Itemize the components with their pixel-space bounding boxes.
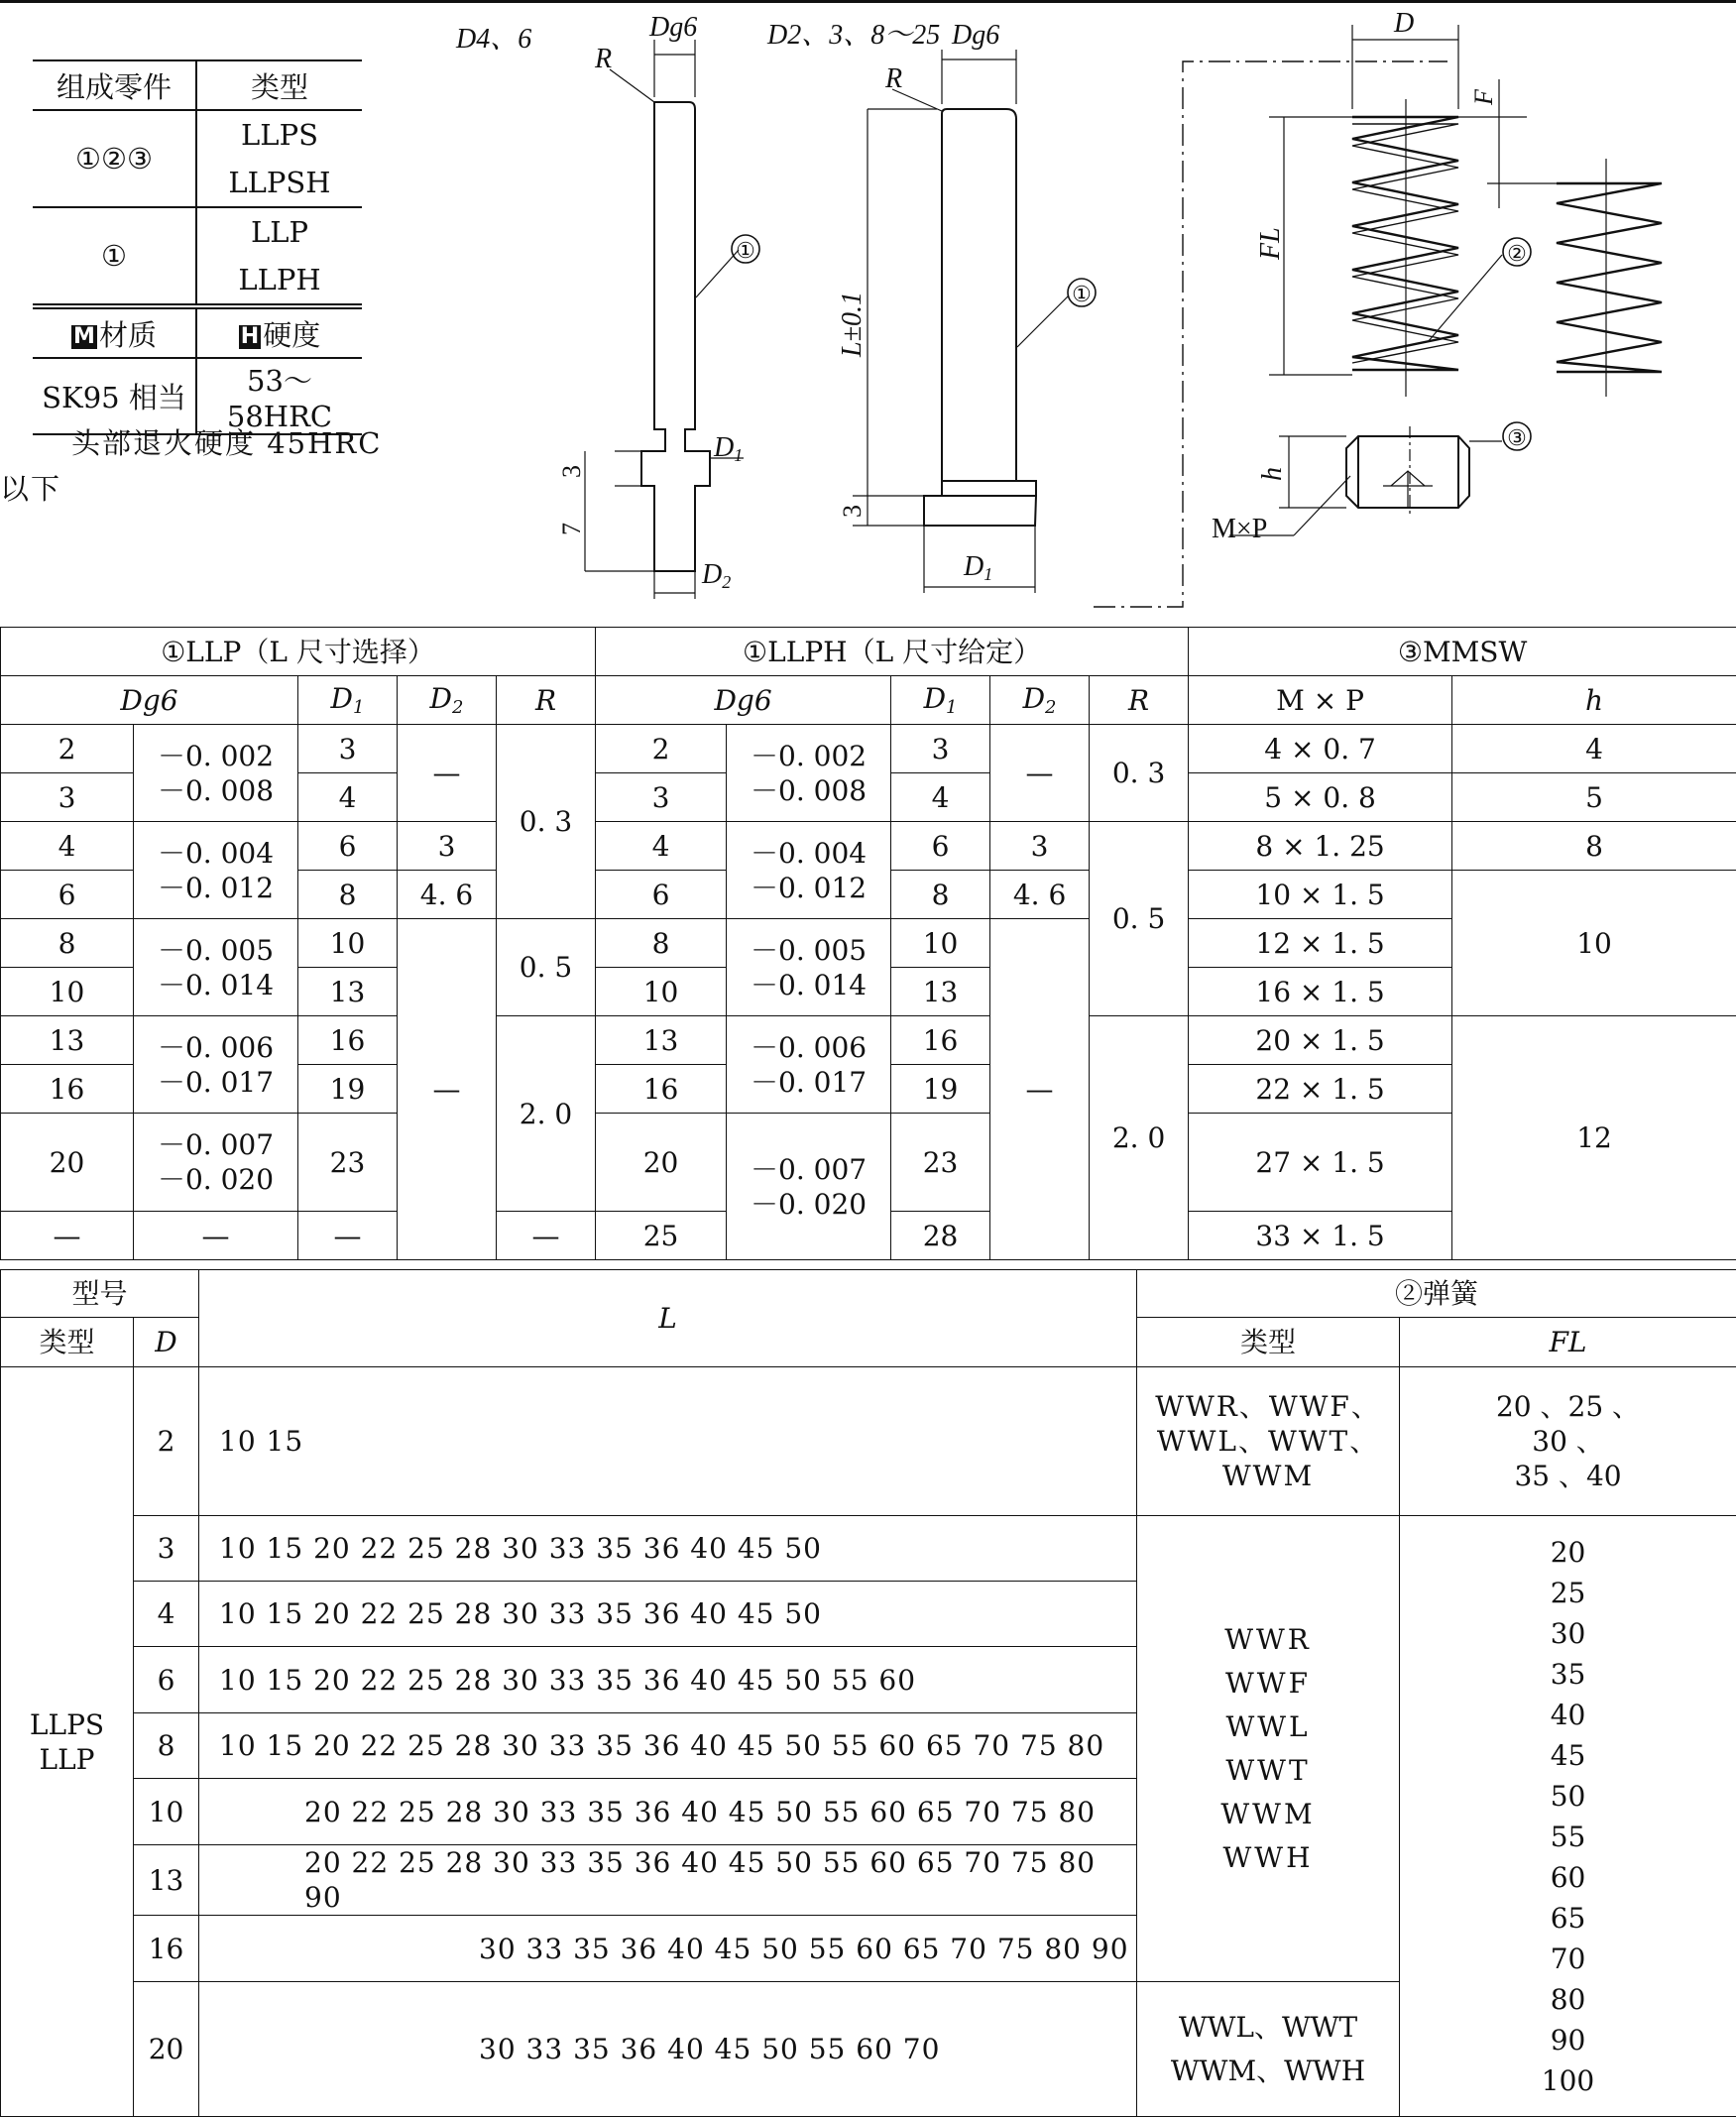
llp-d2: 4. 6	[398, 871, 497, 919]
spring-f-label: F	[1469, 89, 1498, 105]
llph-d: 3	[596, 773, 727, 822]
llph-d2: 4. 6	[990, 871, 1090, 919]
l-values: 30 33 35 36 40 45 50 55 60 70	[199, 1982, 1137, 2117]
left-d2-label: D2	[702, 559, 732, 592]
llp-d: 20	[1, 1114, 134, 1212]
l-values: 10 15 20 22 25 28 30 33 35 36 40 45 50	[199, 1516, 1137, 1582]
mmsw-mp: 16 × 1. 5	[1189, 968, 1452, 1016]
header-type: 类型	[1, 1318, 134, 1367]
mmsw-mp: 33 × 1. 5	[1189, 1212, 1452, 1260]
llp-r-dash: —	[497, 1212, 596, 1260]
mmsw-col-mp: M × P	[1189, 676, 1452, 725]
section-mmsw: ③MMSW	[1189, 628, 1736, 676]
spring-d-label: D	[1394, 8, 1415, 39]
technical-drawing	[0, 0, 1736, 627]
llp-d1-dash: —	[298, 1212, 398, 1260]
mmsw-mp: 5 × 0. 8	[1189, 773, 1452, 822]
l-values: 10 15 20 22 25 28 30 33 35 36 40 45 50	[199, 1582, 1137, 1647]
llp-d: 2	[1, 725, 134, 773]
llph-col-d2: D2	[990, 676, 1090, 725]
llp-d2-dash: —	[398, 725, 497, 822]
mmsw-mp: 12 × 1. 5	[1189, 919, 1452, 968]
mmsw-h: 8	[1452, 822, 1736, 871]
comp-type-llp: LLP	[196, 207, 362, 256]
mmsw-h: 10	[1452, 871, 1736, 1016]
llph-col-d1: D1	[891, 676, 990, 725]
llp-d: 13	[1, 1016, 134, 1065]
llph-tolerance: －0. 006 －0. 017	[727, 1016, 891, 1114]
callout-1-left: ①	[736, 238, 755, 263]
header-model: 型号	[1, 1270, 199, 1318]
comp-header-type: 类型	[196, 60, 362, 110]
llph-d: 10	[596, 968, 727, 1016]
llph-d1: 4	[891, 773, 990, 822]
spring-types: WWR、WWF、 WWL、WWT、 WWM	[1137, 1367, 1400, 1516]
llph-d1: 23	[891, 1114, 990, 1212]
llp-d2: 3	[398, 822, 497, 871]
llph-tolerance: －0. 007 －0. 020	[727, 1114, 891, 1260]
l-values: 20 22 25 28 30 33 35 36 40 45 50 55 60 65 70 75 80	[199, 1779, 1137, 1845]
length-label: L±0.1	[837, 292, 868, 357]
llp-d: 16	[1, 1065, 134, 1114]
llph-d1: 28	[891, 1212, 990, 1260]
spring-types: WWR WWF WWL WWT WWM WWH	[1137, 1516, 1400, 1982]
llp-d1: 6	[298, 822, 398, 871]
llp-d1: 4	[298, 773, 398, 822]
llph-d: 4	[596, 822, 727, 871]
llp-d: 8	[1, 919, 134, 968]
llph-d1: 13	[891, 968, 990, 1016]
plug-h-label: h	[1257, 467, 1288, 481]
llph-d2-dash: —	[990, 725, 1090, 822]
thread-label: M×P	[1212, 514, 1268, 544]
model-type: LLPS LLP	[1, 1367, 134, 2117]
llph-d: 8	[596, 919, 727, 968]
llp-tolerance-dash: —	[134, 1212, 298, 1260]
material-value: SK95 相当	[33, 358, 196, 434]
mmsw-col-h: h	[1452, 676, 1736, 725]
llp-col-d1: D1	[298, 676, 398, 725]
llph-d1: 16	[891, 1016, 990, 1065]
dash-bracket	[1094, 61, 1447, 607]
model-d: 13	[134, 1845, 199, 1916]
hardness-label: 硬度	[263, 317, 321, 352]
comp-part-123: ①②③	[33, 110, 196, 207]
dim-7-left: 7	[557, 523, 586, 535]
left-d1-label: D1	[714, 432, 744, 465]
llp-r: 2. 0	[497, 1016, 596, 1212]
llph-d1: 6	[891, 822, 990, 871]
llp-col-d2: D2	[398, 676, 497, 725]
header-spring-type: 类型	[1137, 1318, 1400, 1367]
llp-tolerance: －0. 005 －0. 014	[134, 919, 298, 1016]
spring-types: WWL、WWT WWM、WWH	[1137, 1982, 1400, 2117]
llp-col-r: R	[497, 676, 596, 725]
mmsw-mp: 8 × 1. 25	[1189, 822, 1452, 871]
hardness-badge: H	[240, 323, 260, 349]
l-values: 20 22 25 28 30 33 35 36 40 45 50 55 60 65 70 75 80 90	[199, 1845, 1137, 1916]
right-d1-label: D1	[964, 551, 993, 584]
llp-d: 10	[1, 968, 134, 1016]
llp-r: 0. 3	[497, 725, 596, 919]
mmsw-h: 4	[1452, 725, 1736, 773]
spring-drawing	[1269, 25, 1662, 397]
dim-3-left: 3	[557, 465, 586, 478]
llph-d1: 8	[891, 871, 990, 919]
model-d: 10	[134, 1779, 199, 1845]
mmsw-mp: 22 × 1. 5	[1189, 1065, 1452, 1114]
llph-r: 2. 0	[1090, 1016, 1189, 1260]
llph-tolerance: －0. 004 －0. 012	[727, 822, 891, 919]
llp-d: 6	[1, 871, 134, 919]
llph-d: 6	[596, 871, 727, 919]
dim-3-right: 3	[838, 505, 867, 518]
spec-table	[0, 627, 1736, 1260]
comp-type-llpsh: LLPSH	[196, 159, 362, 207]
llp-d: 4	[1, 822, 134, 871]
llp-d1: 23	[298, 1114, 398, 1212]
llp-d-dash: —	[1, 1212, 134, 1260]
llp-d1: 3	[298, 725, 398, 773]
llph-d1: 19	[891, 1065, 990, 1114]
llp-d1: 8	[298, 871, 398, 919]
right-part-label: D2、3、8～25	[767, 20, 941, 51]
llp-d1: 19	[298, 1065, 398, 1114]
mmsw-h: 12	[1452, 1016, 1736, 1260]
llp-d: 3	[1, 773, 134, 822]
annealing-note: 头部退火硬度 45HRC 以下	[0, 426, 383, 506]
comp-type-llph: LLPH	[196, 256, 362, 306]
llph-tolerance: －0. 005 －0. 014	[727, 919, 891, 1016]
pin-d2-3-8-25-drawing	[853, 50, 1096, 593]
llph-d1: 3	[891, 725, 990, 773]
l-values: 30 33 35 36 40 45 50 55 60 65 70 75 80 90	[199, 1916, 1137, 1982]
material-label: 材质	[98, 317, 157, 352]
l-values: 10 15 20 22 25 28 30 33 35 36 40 45 50 55 60	[199, 1647, 1137, 1713]
mmsw-mp: 10 × 1. 5	[1189, 871, 1452, 919]
llp-col-dg6: Dg6	[1, 676, 298, 725]
llph-d: 2	[596, 725, 727, 773]
llp-r: 0. 5	[497, 919, 596, 1016]
mmsw-mp: 27 × 1. 5	[1189, 1114, 1452, 1212]
llph-tolerance: －0. 002 －0. 008	[727, 725, 891, 822]
llph-col-dg6: Dg6	[596, 676, 891, 725]
model-d: 6	[134, 1647, 199, 1713]
llp-d1: 10	[298, 919, 398, 968]
header-l: L	[199, 1270, 1137, 1367]
material-badge: M	[73, 323, 95, 349]
llp-tolerance: －0. 007 －0. 020	[134, 1114, 298, 1212]
model-d: 3	[134, 1516, 199, 1582]
callout-1-right: ①	[1072, 282, 1092, 306]
header-spring: ②弹簧	[1137, 1270, 1736, 1318]
fl-values: 20 、25 、 30 、 35 、40	[1400, 1367, 1736, 1516]
model-d: 4	[134, 1582, 199, 1647]
section-llp: ①LLP（L 尺寸选择）	[1, 628, 596, 676]
model-d: 2	[134, 1367, 199, 1516]
llph-col-r: R	[1090, 676, 1189, 725]
llph-d2: 3	[990, 822, 1090, 871]
l-values: 10 15 20 22 25 28 30 33 35 36 40 45 50 55 60 65 70 75 80	[199, 1713, 1137, 1779]
mmsw-mp: 20 × 1. 5	[1189, 1016, 1452, 1065]
mmsw-h: 5	[1452, 773, 1736, 822]
llph-d1: 10	[891, 919, 990, 968]
l-values: 10 15	[199, 1367, 1137, 1516]
llph-d2-dash: —	[990, 919, 1090, 1260]
model-d: 8	[134, 1713, 199, 1779]
fl-values: 20 25 30 35 40 45 50 55 60 65 70 80 90 100	[1400, 1516, 1736, 2117]
llp-d2-dash: —	[398, 919, 497, 1260]
comp-part-1: ①	[33, 207, 196, 306]
mmsw-mp: 4 × 0. 7	[1189, 725, 1452, 773]
header-fl: FL	[1400, 1318, 1736, 1367]
left-r-label: R	[595, 44, 613, 74]
comp-type-llps: LLPS	[196, 110, 362, 159]
callout-3: ③	[1507, 425, 1527, 450]
llph-r: 0. 5	[1090, 822, 1189, 1016]
model-d: 20	[134, 1982, 199, 2117]
spring-fl-label: FL	[1255, 227, 1286, 260]
llp-tolerance: －0. 002 －0. 008	[134, 725, 298, 822]
llp-tolerance: －0. 006 －0. 017	[134, 1016, 298, 1114]
llph-d: 20	[596, 1114, 727, 1212]
llph-d: 25	[596, 1212, 727, 1260]
llp-tolerance: －0. 004 －0. 012	[134, 822, 298, 919]
left-dg6-label: Dg6	[649, 12, 698, 43]
right-dg6-label: Dg6	[952, 20, 1000, 51]
pin-d4-6-drawing	[585, 40, 759, 599]
model-d: 16	[134, 1916, 199, 1982]
header-d: D	[134, 1318, 199, 1367]
model-table	[0, 1269, 1736, 2117]
left-part-label: D4、6	[456, 24, 532, 55]
llph-r: 0. 3	[1090, 725, 1189, 822]
section-llph: ①LLPH（L 尺寸给定）	[596, 628, 1189, 676]
hardness-value: 53～58HRC	[196, 358, 362, 434]
llp-d1: 16	[298, 1016, 398, 1065]
right-r-label: R	[885, 63, 903, 94]
comp-header-part: 组成零件	[33, 60, 196, 110]
llp-d1: 13	[298, 968, 398, 1016]
llph-d: 16	[596, 1065, 727, 1114]
callout-2: ②	[1507, 241, 1527, 266]
llph-d: 13	[596, 1016, 727, 1065]
